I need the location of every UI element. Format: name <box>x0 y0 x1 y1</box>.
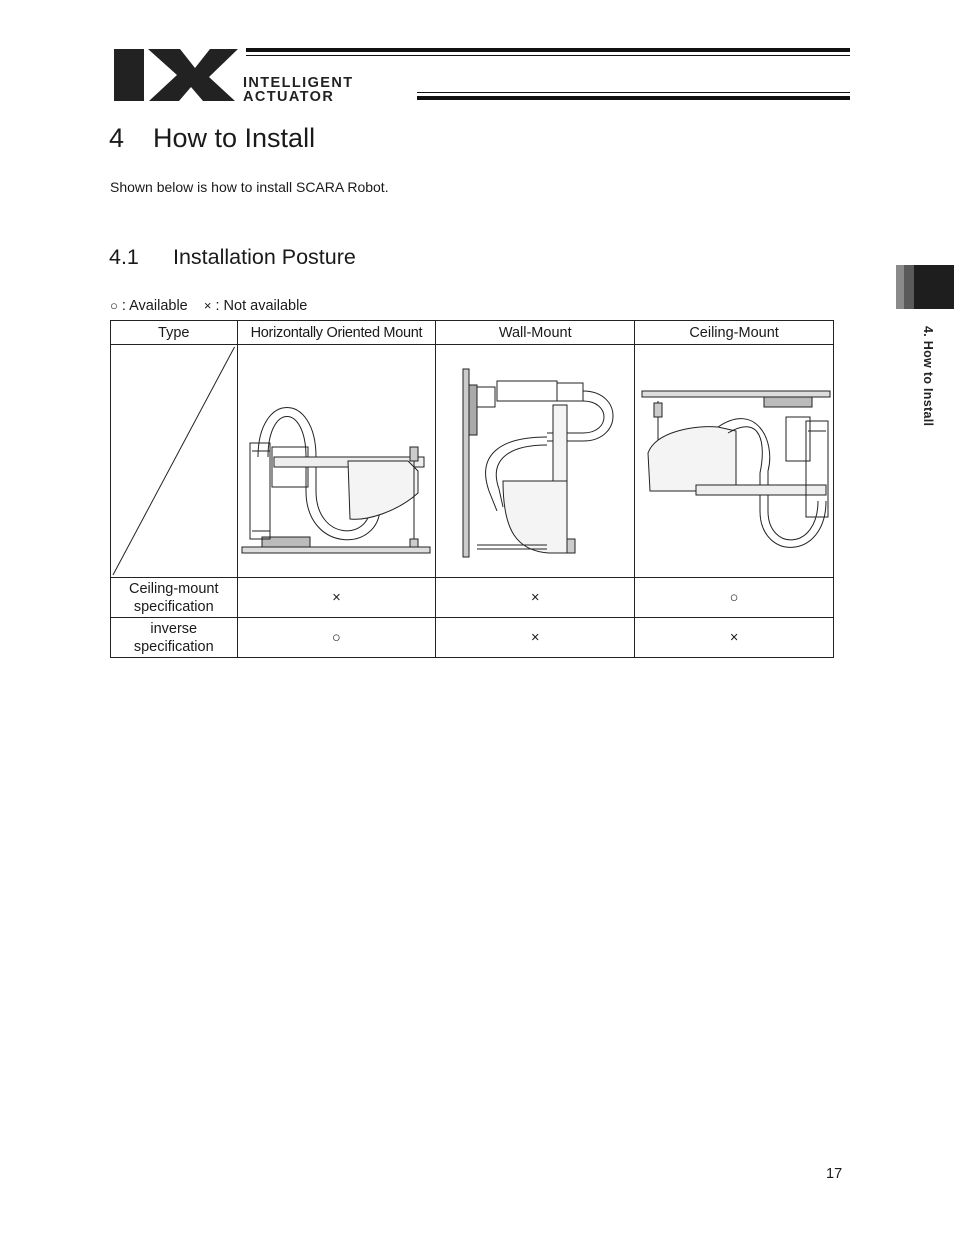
header-type: Type <box>111 321 238 345</box>
section-number: 4.1 <box>109 245 139 269</box>
header-rule <box>246 48 850 52</box>
section-title <box>109 245 356 270</box>
row-label-inverse-spec <box>111 618 238 658</box>
row-label-ceiling-mount-spec <box>111 578 238 618</box>
wall-mount-cell <box>436 345 635 578</box>
header-ceiling-mount: Ceiling-Mount <box>635 321 834 345</box>
header-wall-mount: Wall-Mount <box>436 321 635 345</box>
header-rule-lower-thin <box>417 92 850 93</box>
row-label-line-1: Ceiling-mount <box>129 580 219 597</box>
tab-stripe-dark <box>914 265 954 309</box>
available-label: : Available <box>121 298 188 314</box>
chapter-title-text: How to Install <box>153 123 316 153</box>
unavailable-symbol: × <box>203 298 212 313</box>
cell-inverse-spec-ceiling: × <box>635 618 834 658</box>
logo-line-1: INTELLIGENT <box>243 75 354 91</box>
header-rule-thin <box>246 55 850 56</box>
page-number: 17 <box>826 1166 843 1182</box>
ix-logo-mark <box>112 46 238 102</box>
installation-posture-table <box>110 320 834 658</box>
side-chapter-label: 4. How to Install <box>921 326 935 427</box>
row-label-line-2: specification <box>133 638 214 655</box>
row-label-line-1: inverse <box>150 620 198 637</box>
header-rule-lower <box>417 96 850 100</box>
table-header-row <box>111 321 834 345</box>
table-row <box>111 618 834 658</box>
legend <box>110 298 307 314</box>
intro-paragraph: Shown below is how to install SCARA Robot. <box>110 179 389 195</box>
ix-logo <box>112 46 852 106</box>
chapter-tab <box>896 265 954 309</box>
header-horizontal-mount: Horizontally Oriented Mount <box>237 321 436 345</box>
cell-ceiling-spec-horizontal: × <box>237 578 436 618</box>
ceiling-mount-cell <box>635 345 834 578</box>
chapter-title <box>109 123 315 154</box>
table-row <box>111 578 834 618</box>
table-image-row <box>111 345 834 578</box>
available-symbol: ○ <box>110 298 118 313</box>
tab-stripe-light <box>896 265 904 309</box>
tab-stripe-mid <box>904 265 914 309</box>
chapter-number: 4 <box>109 123 125 153</box>
diagonal-line <box>111 345 237 577</box>
horizontal-mount-drawing <box>238 361 434 561</box>
wall-mount-drawing <box>437 361 633 561</box>
logo-wordmark <box>243 76 353 104</box>
cell-ceiling-spec-wall: × <box>436 578 635 618</box>
logo-line-2: ACTUATOR <box>243 89 335 105</box>
ceiling-mount-drawing <box>636 361 832 561</box>
diagonal-cell <box>111 345 238 578</box>
horizontal-mount-cell <box>237 345 436 578</box>
unavailable-label: : Not available <box>215 298 308 314</box>
section-title-text: Installation Posture <box>173 245 356 269</box>
cell-inverse-spec-wall: × <box>436 618 635 658</box>
row-label-line-2: specification <box>133 598 214 615</box>
cell-inverse-spec-horizontal: ○ <box>237 618 436 658</box>
cell-ceiling-spec-ceiling: ○ <box>635 578 834 618</box>
